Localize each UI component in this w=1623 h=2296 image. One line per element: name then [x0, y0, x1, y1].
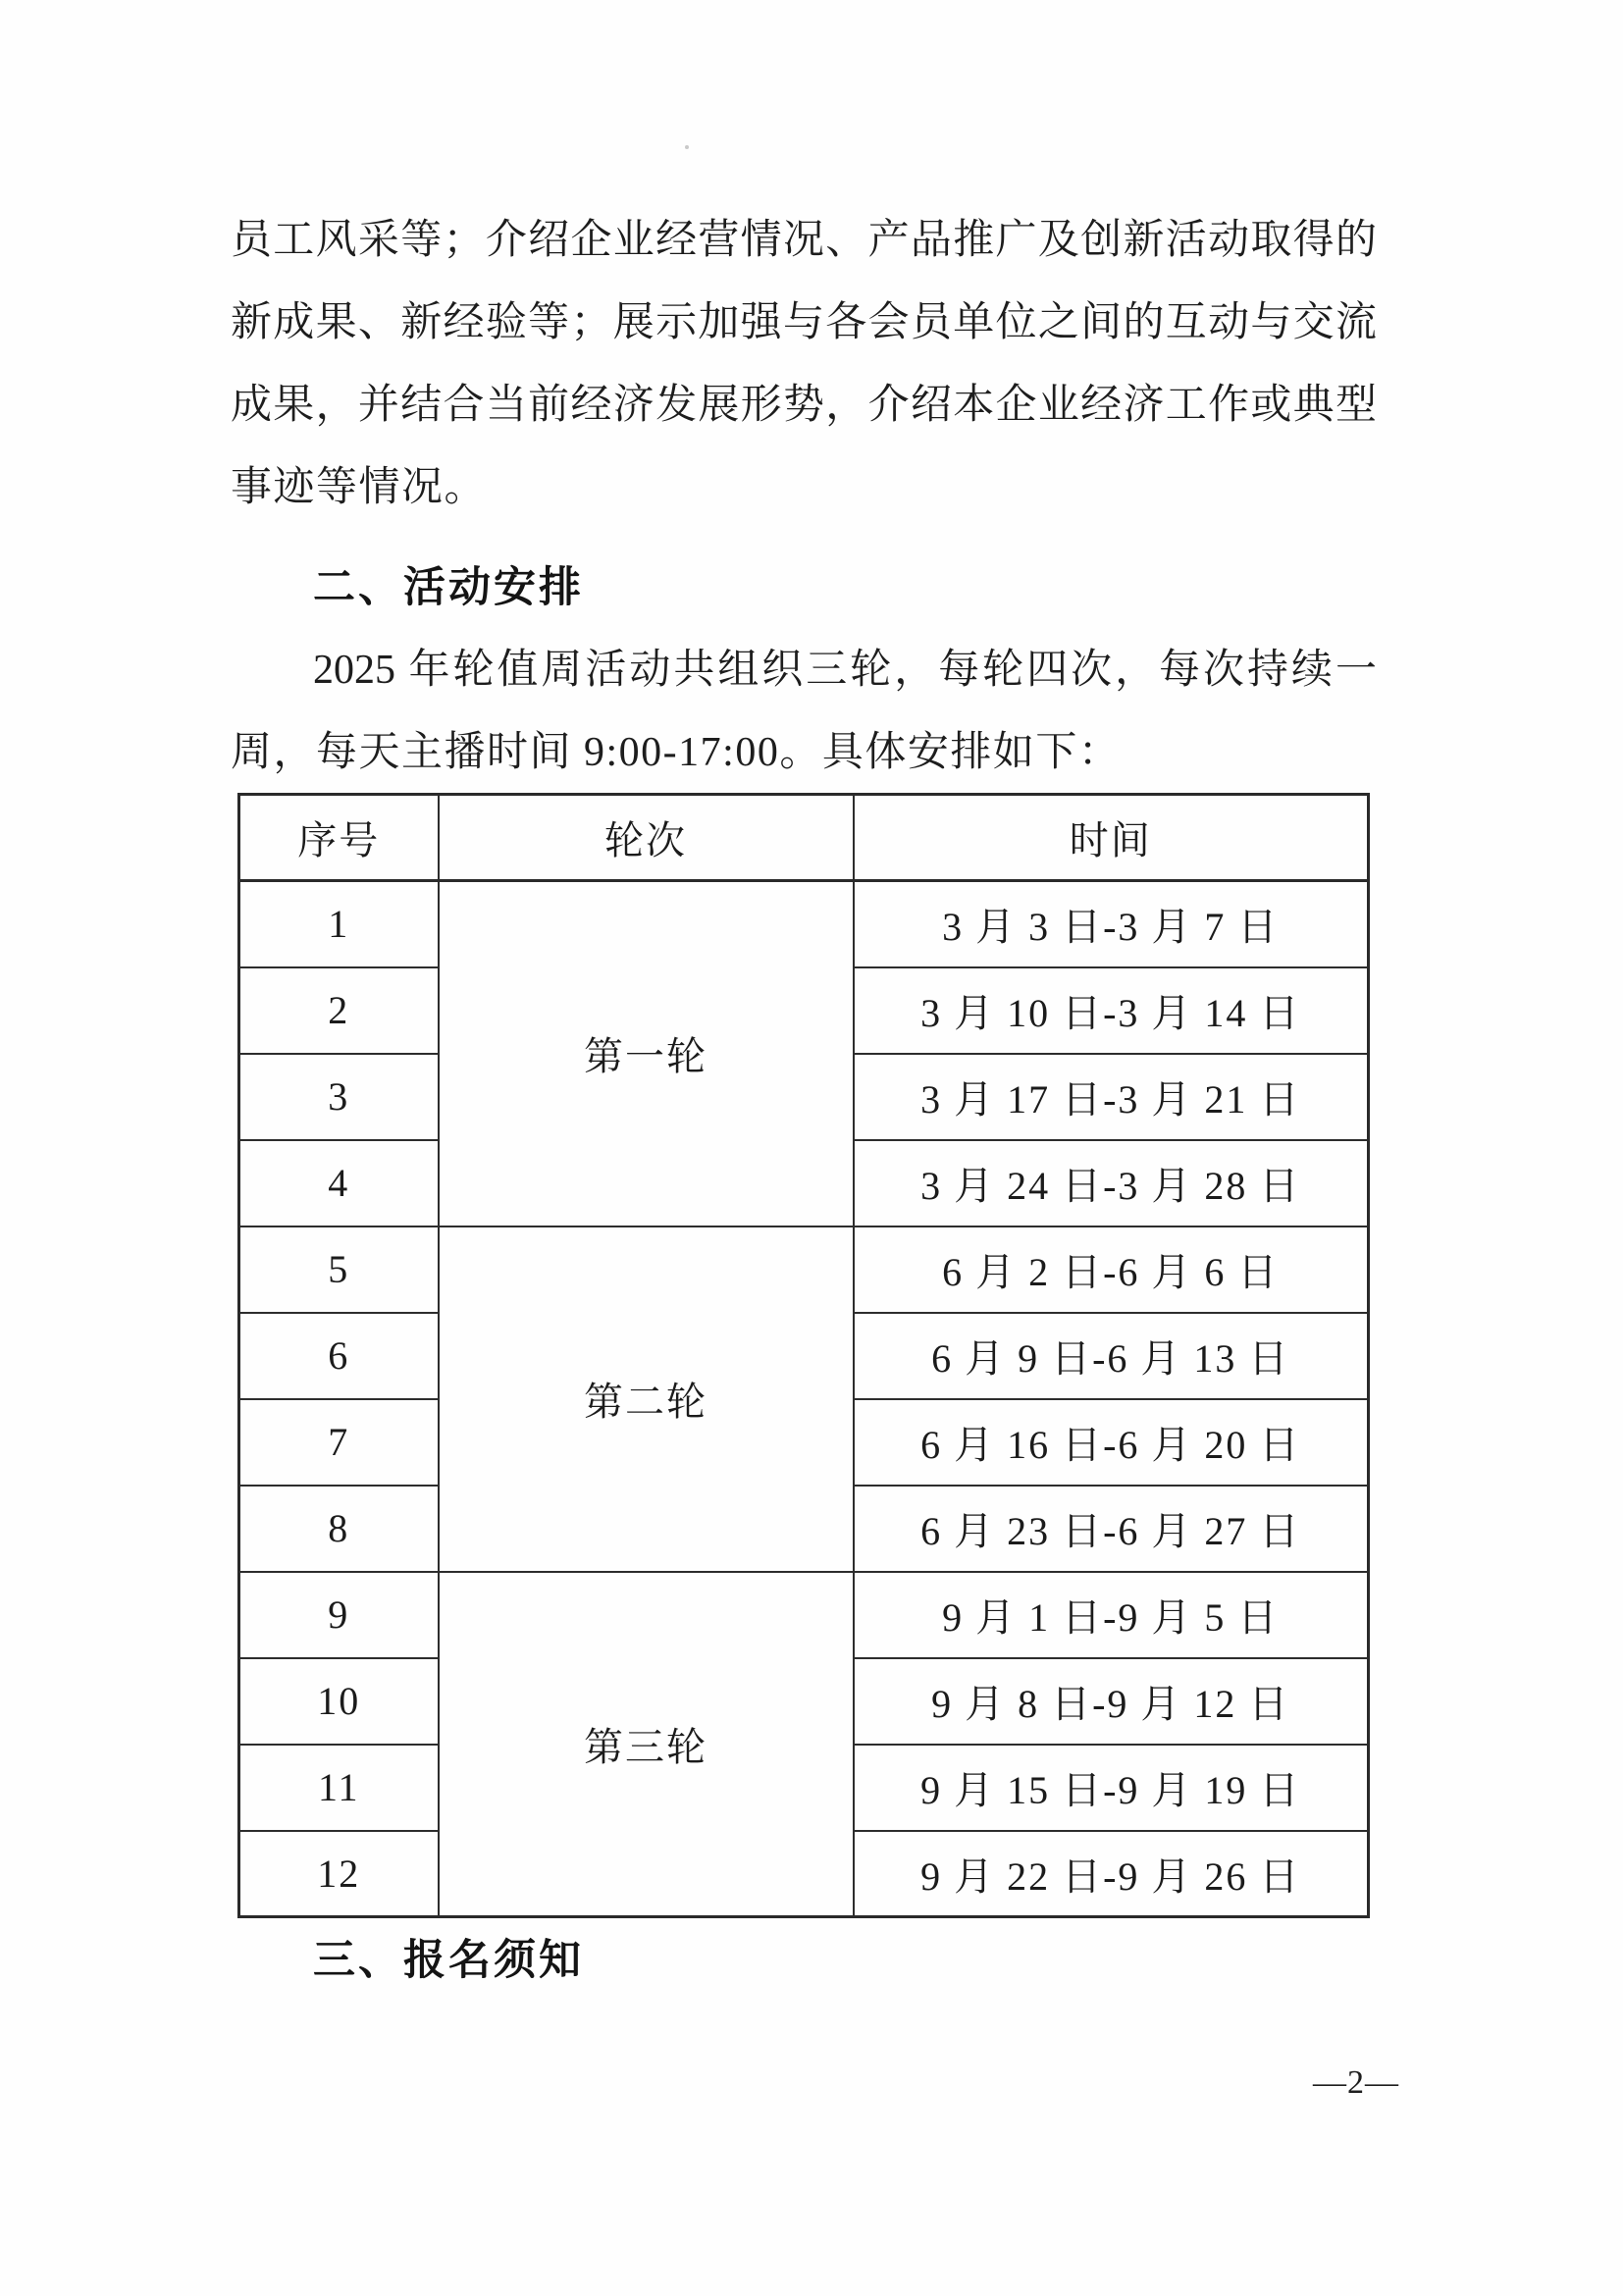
- table-row: [239, 881, 1369, 967]
- table-row: [239, 1572, 1369, 1658]
- cell-time: 3 月 17 日-3 月 21 日: [854, 1054, 1369, 1140]
- cell-serial: 1: [239, 881, 439, 967]
- section-heading-signup-notice: 三、报名须知: [313, 1937, 584, 1984]
- cell-serial: 3: [239, 1054, 439, 1140]
- section-heading-activity-arrangement: 二、活动安排: [313, 564, 584, 611]
- table-header-round: 轮次: [439, 795, 854, 881]
- table-header-time: 时间: [854, 795, 1369, 881]
- cell-time: 6 月 16 日-6 月 20 日: [854, 1399, 1369, 1486]
- cell-time: 9 月 15 日-9 月 19 日: [854, 1745, 1369, 1831]
- cell-round-3: 第三轮: [439, 1572, 854, 1917]
- table-header-serial: 序号: [239, 795, 439, 881]
- cell-serial: 6: [239, 1313, 439, 1399]
- cell-serial: 2: [239, 967, 439, 1054]
- paragraph-line: 新成果、新经验等；展示加强与各会员单位之间的互动与交流: [231, 300, 1377, 345]
- paragraph-line: 周，每天主播时间 9:00-17:00。具体安排如下：: [231, 730, 1122, 775]
- cell-time: 6 月 23 日-6 月 27 日: [854, 1486, 1369, 1572]
- schedule-table: [237, 793, 1370, 1918]
- cell-time: 6 月 2 日-6 月 6 日: [854, 1226, 1369, 1313]
- cell-time: 9 月 1 日-9 月 5 日: [854, 1572, 1369, 1658]
- cell-serial: 8: [239, 1486, 439, 1572]
- cell-serial: 12: [239, 1831, 439, 1917]
- cell-serial: 4: [239, 1140, 439, 1226]
- cell-round-1: 第一轮: [439, 881, 854, 1226]
- cell-time: 3 月 24 日-3 月 28 日: [854, 1140, 1369, 1226]
- paragraph-line: 成果，并结合当前经济发展形势，介绍本企业经济工作或典型: [231, 383, 1377, 428]
- paragraph-line: 员工风采等；介绍企业经营情况、产品推广及创新活动取得的: [231, 218, 1377, 263]
- table-header-row: [239, 795, 1369, 881]
- cell-serial: 11: [239, 1745, 439, 1831]
- cell-time: 6 月 9 日-6 月 13 日: [854, 1313, 1369, 1399]
- cell-serial: 10: [239, 1658, 439, 1745]
- cell-serial: 7: [239, 1399, 439, 1486]
- cell-serial: 9: [239, 1572, 439, 1658]
- cell-round-2: 第二轮: [439, 1226, 854, 1572]
- scan-artifact-dot: [685, 145, 689, 149]
- cell-time: 9 月 8 日-9 月 12 日: [854, 1658, 1369, 1745]
- paragraph-intro: [231, 199, 1377, 529]
- page-number: —2—: [1313, 2064, 1399, 2101]
- paragraph-line: 2025 年轮值周活动共组织三轮，每轮四次，每次持续一: [313, 648, 1377, 693]
- paragraph-line: 事迹等情况。: [231, 465, 488, 510]
- cell-time: 3 月 3 日-3 月 7 日: [854, 881, 1369, 967]
- table-row: [239, 1226, 1369, 1313]
- cell-time: 9 月 22 日-9 月 26 日: [854, 1831, 1369, 1917]
- cell-serial: 5: [239, 1226, 439, 1313]
- cell-time: 3 月 10 日-3 月 14 日: [854, 967, 1369, 1054]
- paragraph-schedule-intro: [231, 629, 1377, 794]
